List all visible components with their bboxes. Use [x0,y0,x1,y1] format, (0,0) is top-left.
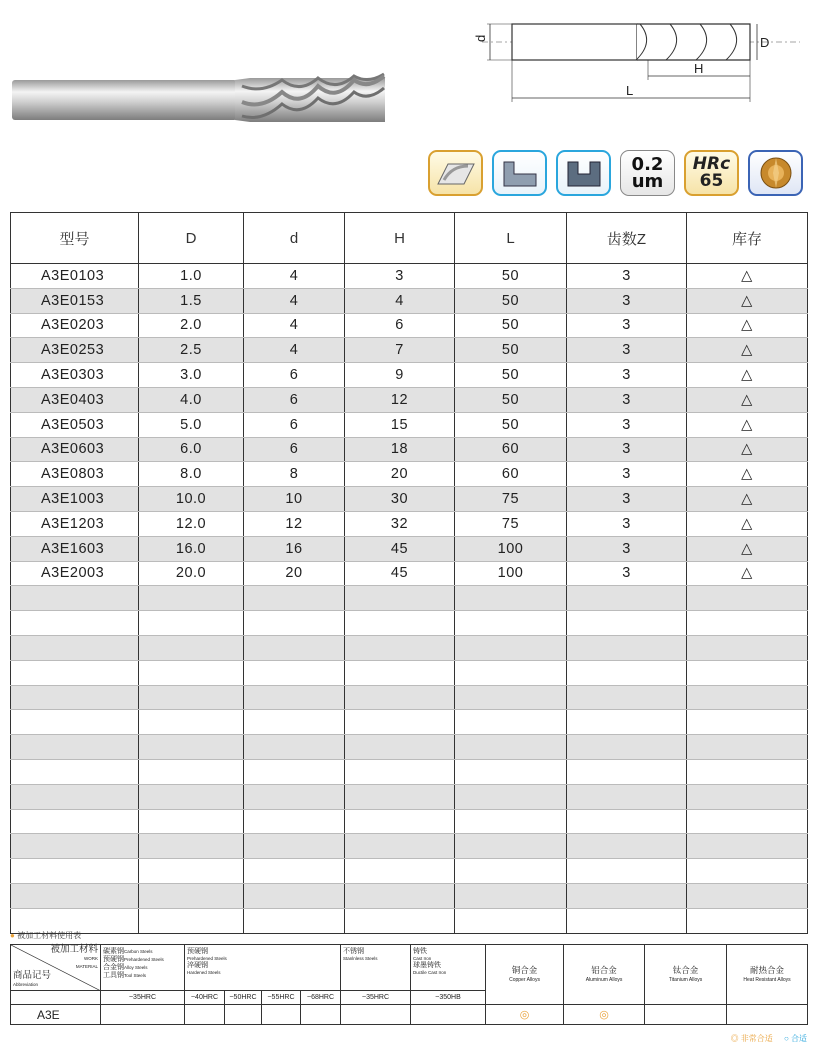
slot-milling-icon [556,150,611,196]
table-cell: △ [687,487,808,512]
table-row [11,809,808,834]
table-cell: 6.0 [139,437,244,462]
table-cell [567,834,687,859]
copper-group: 铜合金 Copper Alloys [486,945,564,1005]
table-cell [244,611,345,636]
hardness-carbon: ~35HRC [101,991,185,1005]
table-cell [139,834,244,859]
table-cell: 6 [244,363,345,388]
table-cell: A3E2003 [11,561,139,586]
table-row [11,660,808,685]
table-cell [244,635,345,660]
table-cell: 3 [567,412,687,437]
table-cell [345,908,455,933]
table-cell [567,710,687,735]
table-row [11,784,808,809]
table-cell [11,859,139,884]
table-row [11,264,808,289]
table-cell [345,759,455,784]
table-cell: 3 [567,338,687,363]
table-cell: 6 [244,412,345,437]
table-cell: 15 [345,412,455,437]
table-cell: 50 [455,313,567,338]
table-cell: 10 [244,487,345,512]
table-cell: 3 [567,437,687,462]
table-cell [567,635,687,660]
table-cell: 60 [455,462,567,487]
table-row [11,908,808,933]
table-cell [244,586,345,611]
table-cell [345,685,455,710]
table-cell: △ [687,338,808,363]
product-code: A3E [11,1005,101,1025]
table-cell: 1.0 [139,264,244,289]
table-cell: △ [687,462,808,487]
table-cell: △ [687,288,808,313]
table-cell [11,635,139,660]
table-cell [567,784,687,809]
table-row [11,883,808,908]
precision-unit: um [631,171,664,192]
table-cell: 50 [455,288,567,313]
table-cell: 4 [244,338,345,363]
material-table [10,944,808,1025]
table-cell [244,883,345,908]
drawing-label-D: D [760,35,770,50]
table-row [11,412,808,437]
table-cell: 3 [567,288,687,313]
table-row [11,735,808,760]
table-cell: 3 [567,264,687,289]
header-stock: 库存 [687,213,808,264]
table-cell: △ [687,511,808,536]
table-cell [455,685,567,710]
table-row [11,313,808,338]
table-cell [455,859,567,884]
table-cell [11,685,139,710]
table-cell [11,759,139,784]
heat-resistant-group: 耐热合金 Heat Resistant Alloys [727,945,808,1005]
table-cell [11,784,139,809]
table-cell: 45 [345,561,455,586]
hardness-label: HRc [692,154,731,174]
table-cell [139,586,244,611]
drawing-label-L: L [626,83,634,98]
table-cell [244,735,345,760]
table-cell [455,635,567,660]
table-cell: △ [687,437,808,462]
header-d: d [244,213,345,264]
table-cell [345,809,455,834]
table-cell: 4.0 [139,387,244,412]
table-cell [345,834,455,859]
table-cell [345,859,455,884]
table-row [11,635,808,660]
table-cell: △ [687,264,808,289]
table-row [11,462,808,487]
table-cell: 50 [455,387,567,412]
table-cell [687,685,808,710]
header-model: 型号 [11,213,139,264]
header-D: D [139,213,244,264]
table-cell [244,908,345,933]
table-cell: A3E0153 [11,288,139,313]
table-cell [244,784,345,809]
table-cell [567,859,687,884]
table-cell: 16.0 [139,536,244,561]
table-cell [567,685,687,710]
material-header-row [11,945,808,991]
titanium-group: 钛合金 Titanium Alloys [645,945,727,1005]
table-cell: A3E1603 [11,536,139,561]
table-cell [345,635,455,660]
table-cell: 4 [244,313,345,338]
table-row [11,387,808,412]
table-cell: 3 [567,536,687,561]
carbon-steel-group: 碳素钢Carbon Steels 预硬钢Prehardened Steels 合金钢Alloy Steels 工具钢Tool Steels [101,945,185,991]
table-cell: 12.0 [139,511,244,536]
table-row [11,487,808,512]
table-cell: 12 [345,387,455,412]
table-cell [139,809,244,834]
table-cell [567,809,687,834]
table-cell [139,710,244,735]
table-cell [455,710,567,735]
table-cell: A3E1003 [11,487,139,512]
table-cell [139,784,244,809]
copper-suitability: ◎ [486,1005,564,1025]
shoulder-milling-icon [492,150,547,196]
table-row [11,561,808,586]
table-cell [455,809,567,834]
table-cell [345,710,455,735]
table-cell: 1.5 [139,288,244,313]
table-cell [244,809,345,834]
material-corner-cell: 被加工材料 WORK MATERIAL 商品记号 Abbreviation [11,945,101,991]
table-cell: 12 [244,511,345,536]
table-row [11,363,808,388]
table-row [11,586,808,611]
table-cell [567,586,687,611]
table-cell [244,834,345,859]
table-row [11,834,808,859]
table-cell: 4 [244,288,345,313]
table-cell [11,809,139,834]
aluminum-group: 铝合金 Aluminum Alloys [564,945,645,1005]
table-cell [455,784,567,809]
table-cell: A3E0253 [11,338,139,363]
table-cell: △ [687,313,808,338]
table-cell: 75 [455,487,567,512]
table-cell: 20 [244,561,345,586]
table-cell [567,908,687,933]
table-cell [244,685,345,710]
hardness-68: ~68HRC [301,991,341,1005]
table-cell: 6 [244,387,345,412]
table-row [11,338,808,363]
surface-finish-icon [428,150,483,196]
table-cell: 3.0 [139,363,244,388]
table-cell: 4 [244,264,345,289]
table-cell [567,759,687,784]
table-cell: 100 [455,561,567,586]
suitability-legend [731,1033,807,1044]
table-cell: 75 [455,511,567,536]
table-cell [455,834,567,859]
table-cell [455,586,567,611]
table-cell: 5.0 [139,412,244,437]
table-cell: 50 [455,264,567,289]
table-cell: A3E0603 [11,437,139,462]
table-row [11,685,808,710]
table-cell: 10.0 [139,487,244,512]
table-cell: 18 [345,437,455,462]
table-cell: △ [687,363,808,388]
table-cell [345,883,455,908]
aluminum-suitability: ◎ [564,1005,645,1025]
table-cell [687,710,808,735]
table-cell [11,883,139,908]
work-material-label: 被加工材料 [50,944,98,955]
drawing-label-H: H [694,61,704,76]
table-cell [567,660,687,685]
end-mill-photo [10,72,390,128]
legend-suitable: ○ 合适 [783,1034,807,1043]
hardness-badge [684,150,739,196]
table-cell [11,710,139,735]
table-cell: 8 [244,462,345,487]
table-cell: 20 [345,462,455,487]
table-cell [139,735,244,760]
table-cell [455,735,567,760]
table-cell: 6 [345,313,455,338]
table-cell: 3 [567,363,687,388]
table-cell: A3E1203 [11,511,139,536]
table-cell: 2.0 [139,313,244,338]
table-cell: 32 [345,511,455,536]
table-cell [687,784,808,809]
table-cell [687,809,808,834]
table-cell: 20.0 [139,561,244,586]
hardness-50: ~50HRC [225,991,262,1005]
header-flutes: 齿数Z [567,213,687,264]
table-cell [11,586,139,611]
spec-header-row [11,213,808,264]
table-cell: 50 [455,363,567,388]
hardness-55: ~55HRC [262,991,301,1005]
table-cell [244,660,345,685]
table-cell: △ [687,387,808,412]
table-cell: △ [687,412,808,437]
table-cell: A3E0203 [11,313,139,338]
material-table-title: ● 被加工材料使用表 [10,931,82,940]
table-cell: △ [687,536,808,561]
table-cell: 3 [567,487,687,512]
end-mill-drawing [470,10,810,105]
table-cell [11,611,139,636]
table-cell [455,908,567,933]
table-cell [567,735,687,760]
hardness-40: ~40HRC [185,991,225,1005]
table-cell [567,883,687,908]
table-cell [687,586,808,611]
table-row [11,511,808,536]
table-cell [244,710,345,735]
table-cell [139,859,244,884]
table-cell [345,586,455,611]
table-cell [139,611,244,636]
table-cell: 45 [345,536,455,561]
table-cell [244,759,345,784]
hardness-stainless: ~35HRC [341,991,411,1005]
cast-iron-group: 铸铁 Cast Iron 球墨铸铁 Ductile Cast Iron [411,945,486,991]
table-cell: 7 [345,338,455,363]
precision-badge [620,150,675,196]
table-cell [244,859,345,884]
table-cell: 3 [567,462,687,487]
table-cell: 3 [567,561,687,586]
table-cell [455,611,567,636]
header-H: H [345,213,455,264]
table-cell [345,784,455,809]
table-row [11,437,808,462]
legend-very-suitable: ◎ 非常合适 [730,1034,773,1043]
table-cell [11,660,139,685]
table-cell: A3E0103 [11,264,139,289]
table-cell: 2.5 [139,338,244,363]
table-cell [455,883,567,908]
table-cell [139,908,244,933]
table-cell: 3 [567,387,687,412]
table-cell: 3 [567,313,687,338]
table-cell [139,685,244,710]
table-cell [345,660,455,685]
table-cell: A3E0303 [11,363,139,388]
table-cell: 3 [345,264,455,289]
table-cell: 6 [244,437,345,462]
table-cell [687,735,808,760]
table-cell [687,660,808,685]
table-cell [687,635,808,660]
table-cell: 3 [567,511,687,536]
table-cell [567,611,687,636]
table-cell: A3E0403 [11,387,139,412]
table-cell [139,660,244,685]
table-cell [139,759,244,784]
precision-value: 0.2 [631,154,664,175]
table-cell: 9 [345,363,455,388]
table-cell: 60 [455,437,567,462]
table-cell: A3E0503 [11,412,139,437]
table-cell [687,759,808,784]
table-cell [345,611,455,636]
header-L: L [455,213,567,264]
table-row [11,710,808,735]
table-cell [11,834,139,859]
table-cell [11,735,139,760]
hardness-cast: ~350HB [411,991,486,1005]
hardness-value: 65 [699,171,724,191]
table-cell [139,635,244,660]
table-cell [687,611,808,636]
table-cell [687,859,808,884]
table-cell: 30 [345,487,455,512]
hardened-steel-group: 预硬钢 Prehardened Steels 淬硬钢 Hardened Steels [185,945,341,991]
table-row [11,611,808,636]
stainless-group: 不锈钢 Stanlnless Steels [341,945,411,991]
table-cell [345,735,455,760]
table-cell: 8.0 [139,462,244,487]
table-row [11,536,808,561]
table-cell: 50 [455,338,567,363]
table-cell [687,834,808,859]
table-cell [455,759,567,784]
table-cell: △ [687,561,808,586]
drawing-label-d: d [473,34,488,42]
table-cell: 50 [455,412,567,437]
table-cell [139,883,244,908]
table-row [11,288,808,313]
table-row [11,759,808,784]
table-cell: 16 [244,536,345,561]
table-cell: 4 [345,288,455,313]
table-row [11,859,808,884]
table-cell [687,883,808,908]
table-cell: 100 [455,536,567,561]
product-row [11,1005,808,1025]
table-cell: A3E0803 [11,462,139,487]
table-cell [687,908,808,933]
table-cell [455,660,567,685]
feature-icons [428,150,803,196]
spec-table [10,212,808,934]
product-code-label: 商品记号 [13,970,52,981]
coating-icon [748,150,803,196]
